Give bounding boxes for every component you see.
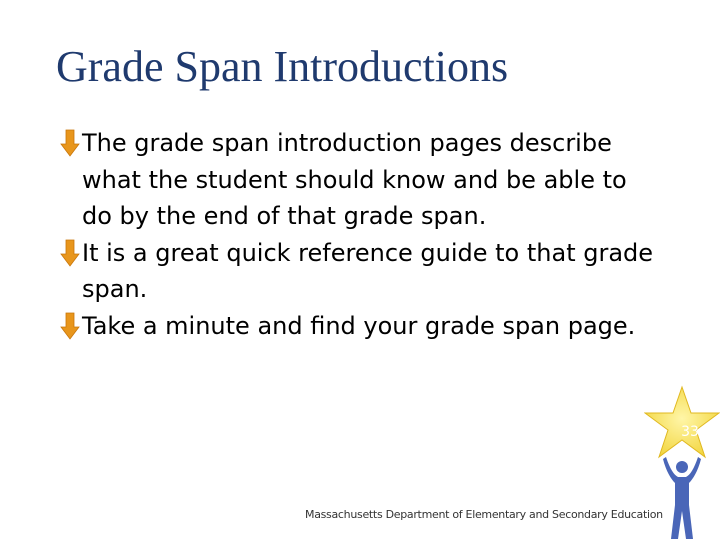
bullet-list [60,125,660,344]
bullet-item [60,308,660,345]
bullet-item [60,125,660,235]
star-icon [644,384,720,460]
down-arrow-bullet-icon [60,239,80,267]
down-arrow-bullet-icon [60,312,80,340]
bullet-text: It is a great quick reference guide to that grade span. [82,238,654,303]
person-figure-icon [660,455,704,540]
bullet-item [60,235,660,308]
footer-text: Massachusetts Department of Elementary and Secondary Education [305,508,663,521]
page-number: 33 [681,424,699,440]
bullet-text: Take a minute and find your grade span page. [82,311,636,340]
bullet-text: The grade span introduction pages describe what the student should know and be able to do by the end of that grade span. [82,129,627,230]
slide-title: Grade Span Introductions [56,42,509,91]
down-arrow-bullet-icon [60,129,80,157]
